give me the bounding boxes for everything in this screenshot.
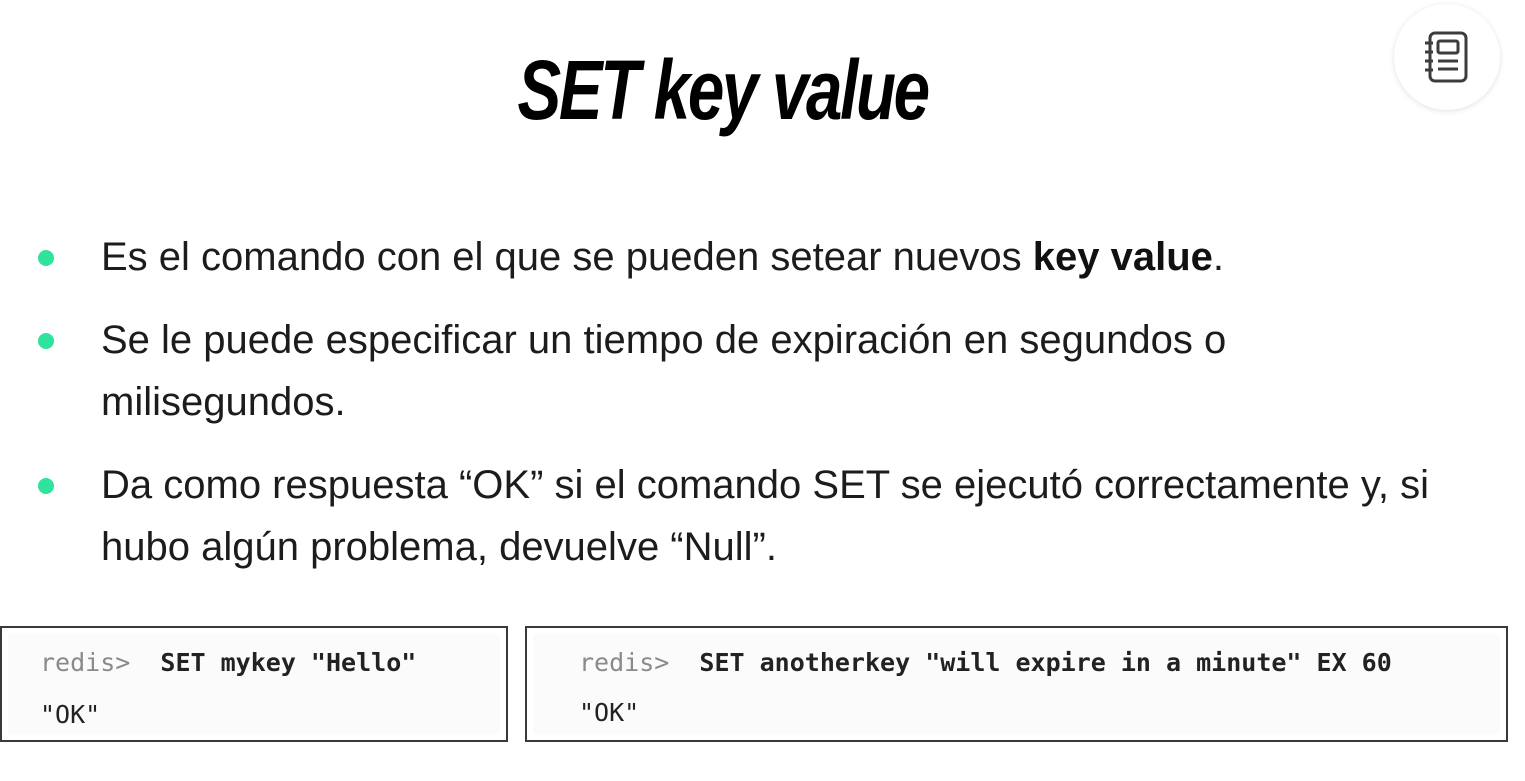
bullet-item (0, 309, 1471, 433)
bullet-item (0, 454, 1471, 578)
slide-title: SET key value (517, 43, 928, 137)
code-example-set-anotherkey (525, 626, 1508, 742)
bullet-list (0, 226, 1525, 599)
speaker-notes-button[interactable] (1394, 4, 1500, 110)
code-output: "OK" (579, 698, 640, 727)
code-command: SET mykey "Hello" (160, 648, 417, 677)
code-command-line (40, 648, 416, 677)
code-prompt: redis> (579, 648, 670, 677)
code-output: "OK" (40, 700, 101, 729)
code-command: SET anotherkey "will expire in a minute" EX 60 (699, 648, 1392, 677)
code-example-set-mykey (0, 626, 508, 742)
bullet-item (0, 226, 1471, 288)
code-panel (533, 634, 1500, 734)
bullet-text: Es el comando con el que se pueden setear nuevos (101, 235, 1033, 279)
bullet-dot (38, 250, 54, 266)
bullet-dot (38, 478, 54, 494)
bullet-text: Se le puede especificar un tiempo de expiración en segundos o milisegundos. (101, 318, 1227, 424)
bullet-text: Da como respuesta “OK” si el comando SET se ejecutó correctamente y, si hubo algún problema, devuelve “Null”. (101, 463, 1429, 569)
bullet-text-end: . (1212, 235, 1225, 279)
code-command-line (579, 648, 1392, 677)
bullet-bold-text: key value (1032, 235, 1213, 279)
code-panel (8, 634, 500, 734)
bullet-dot (38, 333, 54, 349)
notebook-icon (1423, 30, 1471, 84)
code-prompt: redis> (40, 648, 131, 677)
